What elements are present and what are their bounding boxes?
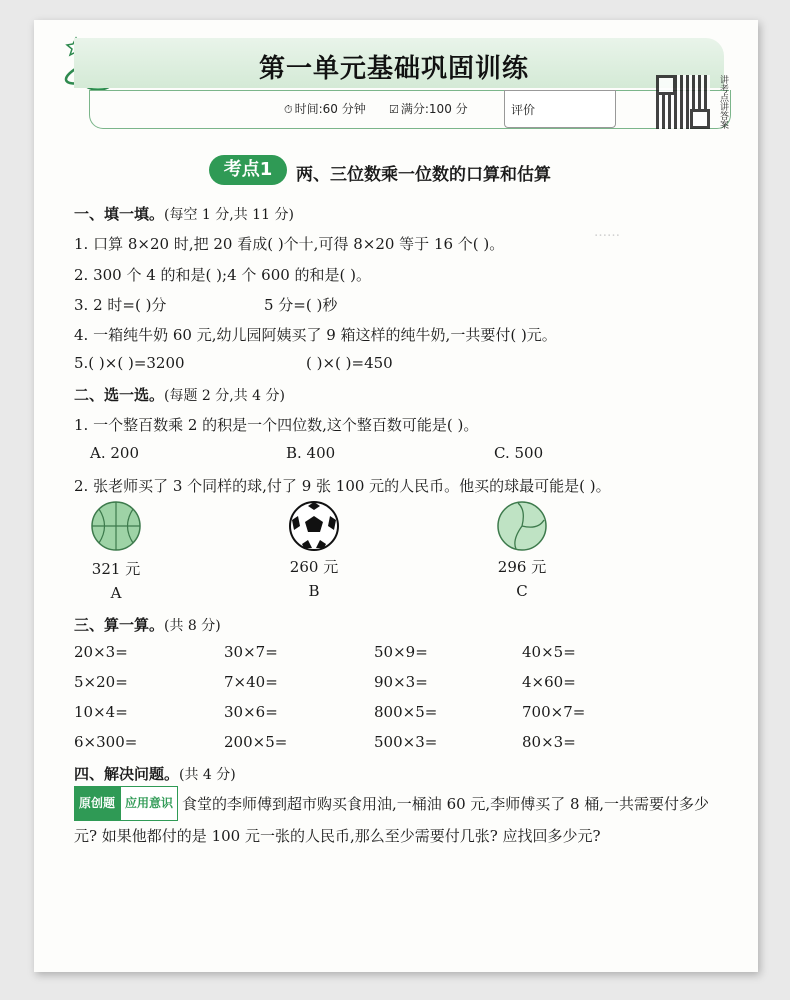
calc-item: 6×300= (74, 733, 138, 751)
section-2-note: (每题 2 分,共 4 分) (164, 388, 286, 404)
question-1-5b: ( )×( )=450 (306, 354, 393, 372)
ball-b-price: 260 元 (289, 558, 339, 576)
calc-item: 4×60= (522, 673, 576, 691)
calc-item: 50×9= (374, 643, 428, 661)
question-1-5a: 5.( )×( )=3200 (74, 354, 185, 372)
section-4-heading (74, 763, 236, 784)
calc-item: 80×3= (522, 733, 576, 751)
evaluation-label: 评价 (511, 103, 536, 117)
option-a: A. 200 (90, 444, 139, 462)
page-title: 第一单元基础巩固训练 (258, 54, 529, 84)
calc-item: 30×7= (224, 643, 278, 661)
question-1-2: 2. 300 个 4 的和是( );4 个 600 的和是( )。 (74, 266, 372, 284)
kaodian-title: 两、三位数乘一位数的口算和估算 (296, 165, 551, 185)
section-2-title: 二、选一选。 (74, 386, 165, 404)
time-limit-text: 时间:60 分钟 (294, 102, 366, 116)
full-score (389, 100, 468, 117)
problem-body: 食堂的李师傅到超市购买食用油,一桶油 60 元,李师傅买了 8 桶,一共需要付多少元? 如果他都付的是 100 元一张的人民币,那么至少需要付几张? 应找回多少元? (74, 795, 710, 845)
soccer-ball-icon (288, 500, 340, 552)
problem-text (74, 786, 724, 852)
calc-item: 30×6= (224, 703, 278, 721)
section-2-heading (74, 384, 285, 405)
evaluation-box[interactable] (504, 90, 616, 128)
ball-c-price: 296 元 (497, 558, 547, 576)
question-1-1: 1. 口算 8×20 时,把 20 看成( )个十,可得 8×20 等于 16 个( )。 (74, 235, 505, 253)
question-1-3a: 3. 2 时=( )分 (74, 296, 167, 314)
clock-icon: ⏱ (284, 103, 293, 116)
kaodian-badge: 考点1 (209, 155, 287, 185)
calc-item: 7×40= (224, 673, 278, 691)
section-1-heading (74, 203, 294, 224)
question-2-2: 2. 张老师买了 3 个同样的球,付了 9 张 100 元的人民币。他买的球最可能是( )。 (74, 477, 611, 495)
calc-item: 700×7= (522, 703, 586, 721)
section-3-title: 三、算一算。 (74, 616, 165, 634)
ball-b-letter: B (308, 582, 320, 600)
ball-a-price: 321 元 (91, 560, 141, 578)
section-1-note: (每空 1 分,共 11 分) (164, 207, 294, 223)
calc-item: 40×5= (522, 643, 576, 661)
calc-item: 500×3= (374, 733, 438, 751)
check-circle-icon: ☑ (389, 103, 399, 116)
calc-item: 800×5= (374, 703, 438, 721)
question-1-4: 4. 一箱纯牛奶 60 元,幼儿园阿姨买了 9 箱这样的纯牛奶,一共要付( )元。 (74, 326, 557, 344)
option-c: C. 500 (494, 444, 544, 462)
qr-code-icon[interactable] (656, 75, 710, 129)
option-b: B. 400 (286, 444, 336, 462)
question-2-1: 1. 一个整百数乘 2 的积是一个四位数,这个整百数可能是( )。 (74, 416, 479, 434)
section-4-title: 四、解决问题。 (74, 765, 180, 783)
original-question-tag: 原创题 (74, 786, 120, 821)
section-1-title: 一、填一填。 (74, 205, 165, 223)
calc-item: 10×4= (74, 703, 128, 721)
section-4-note: (共 4 分) (179, 767, 236, 783)
volleyball-icon (496, 500, 548, 552)
time-limit (284, 100, 366, 117)
section-3-note: (共 8 分) (164, 618, 221, 634)
qr-label: 讲考点讲答案 (718, 75, 728, 129)
calc-item: 90×3= (374, 673, 428, 691)
application-awareness-tag: 应用意识 (120, 786, 178, 821)
worksheet-page (34, 20, 758, 972)
calc-item: 200×5= (224, 733, 288, 751)
ball-a-letter: A (110, 584, 122, 602)
question-1-3b: 5 分=( )秒 (264, 296, 338, 314)
full-score-text: 满分:100 分 (400, 102, 468, 116)
ball-c-letter: C (516, 582, 528, 600)
bleed-through-text: …… (594, 225, 620, 240)
section-3-heading (74, 614, 221, 635)
calc-item: 20×3= (74, 643, 128, 661)
calc-item: 5×20= (74, 673, 128, 691)
basketball-icon (90, 500, 142, 552)
